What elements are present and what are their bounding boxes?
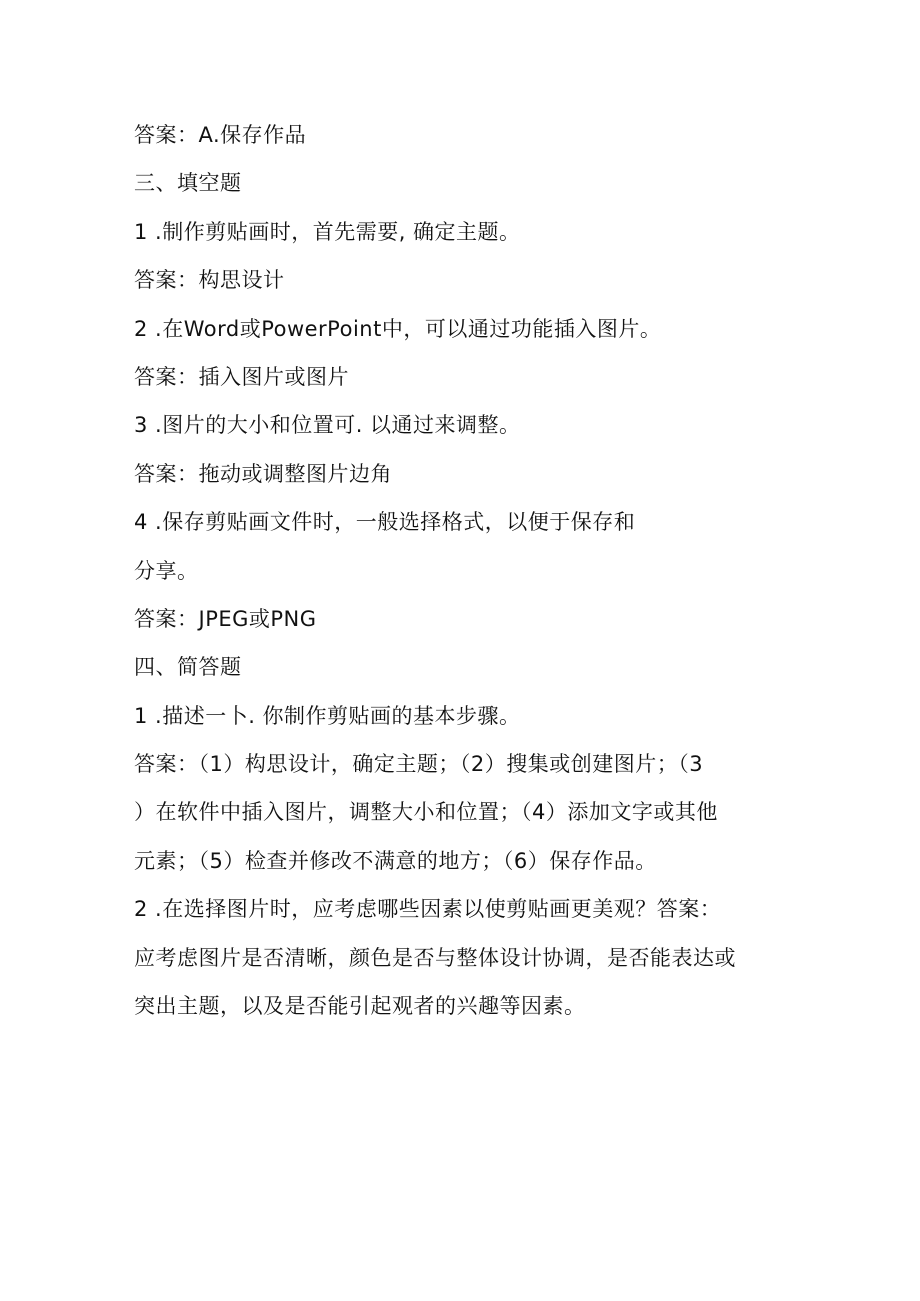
question-line: 2 .在选择图片时，应考虑哪些因素以使剪贴画更美观？答案： <box>134 897 722 922</box>
answer-line-continued: 突出主题，以及是否能引起观者的兴趣等因素。 <box>134 994 586 1019</box>
question-line: 1 .描述一卜. 你制作剪贴画的基本步骤。 <box>134 703 521 728</box>
question-line: 1 .制作剪贴画时，首先需要, 确定主题。 <box>134 219 521 244</box>
answer-line-continued: ）在软件中插入图片，调整大小和位置；（4）添加文字或其他 <box>134 800 718 825</box>
answer-line: 答案：构思设计 <box>134 268 285 293</box>
answer-line: 答案：A.保存作品 <box>134 123 307 147</box>
answer-line: 答案：插入图片或图片 <box>134 364 349 389</box>
section-heading-short-answer: 四、简答题 <box>134 655 242 680</box>
question-line: 2 .在Word或PowerPoint中，可以通过功能插入图片。 <box>134 316 662 341</box>
document-body <box>134 111 794 1030</box>
section-heading-fill-in: 三、填空题 <box>134 171 242 196</box>
answer-line: 答案：（1）构思设计，确定主题；（2）搜集或创建图片；（3 <box>134 752 704 777</box>
question-line-continued: 分享。 <box>134 558 199 583</box>
question-line: 3 .图片的大小和位置可. 以通过来调整。 <box>134 413 521 438</box>
answer-line: 答案：拖动或调整图片边角 <box>134 461 392 486</box>
answer-line-continued: 应考虑图片是否清晰，颜色是否与整体设计协调，是否能表达或 <box>134 945 736 970</box>
answer-line: 答案：JPEG或PNG <box>134 606 317 631</box>
answer-line-continued: 元素；（5）检查并修改不满意的地方；（6）保存作品。 <box>134 848 657 873</box>
question-line: 4 .保存剪贴画文件时，一般选择格式，以便于保存和 <box>134 510 636 535</box>
